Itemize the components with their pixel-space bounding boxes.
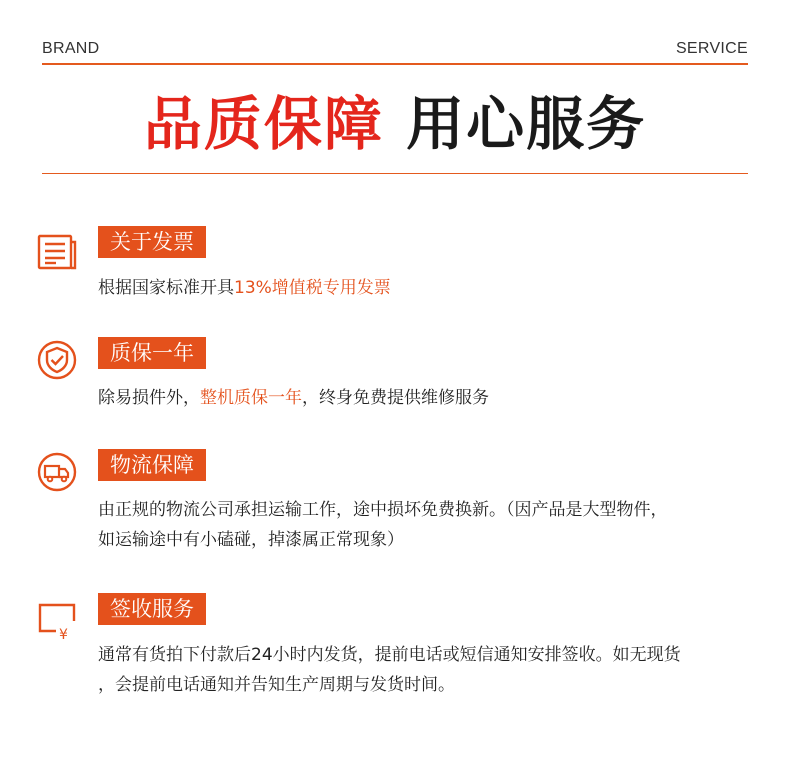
desc-line: 如运输途中有小磕碰，掉漆属正常现象） (98, 530, 404, 550)
section-heading: 质保一年 (98, 337, 206, 369)
section-description (98, 273, 758, 303)
service-label: SERVICE (675, 40, 748, 57)
header-row (42, 40, 748, 60)
title-service: 用心服务 (406, 90, 647, 158)
desc-line: ，会提前电话通知并告知生产周期与发货时间。 (98, 675, 455, 695)
desc-highlight: 整机质保一年 (200, 388, 302, 408)
desc-text-after: ，终身免费提供维修服务 (302, 388, 489, 408)
desc-text: 除易损件外， (98, 388, 200, 408)
section-heading: 关于发票 (98, 226, 206, 258)
invoice-icon (36, 230, 78, 272)
desc-text: 根据国家标准开具 (98, 278, 234, 298)
shield-check-icon (36, 339, 78, 381)
desc-line: 由正规的物流公司承担运输工作，途中损坏免费换新。（因产品是大型物件， (98, 500, 668, 520)
title-quality: 品质保障 (143, 90, 384, 158)
section-heading: 签收服务 (98, 593, 206, 625)
section-description (98, 640, 758, 700)
desc-highlight: 13%增值税专用发票 (234, 278, 391, 298)
delivery-truck-icon (36, 451, 78, 493)
title-divider (42, 173, 748, 174)
desc-line: 通常有货拍下付款后24小时内发货，提前电话或短信通知安排签收。如无现货 (98, 645, 681, 665)
section-description (98, 495, 758, 555)
top-divider (42, 63, 748, 65)
payment-yuan-icon (36, 599, 78, 641)
section-heading: 物流保障 (98, 449, 206, 481)
page-title (42, 88, 748, 160)
section-description (98, 383, 758, 413)
brand-label: BRAND (42, 40, 100, 57)
svg-text:¥: ¥ (59, 627, 68, 641)
